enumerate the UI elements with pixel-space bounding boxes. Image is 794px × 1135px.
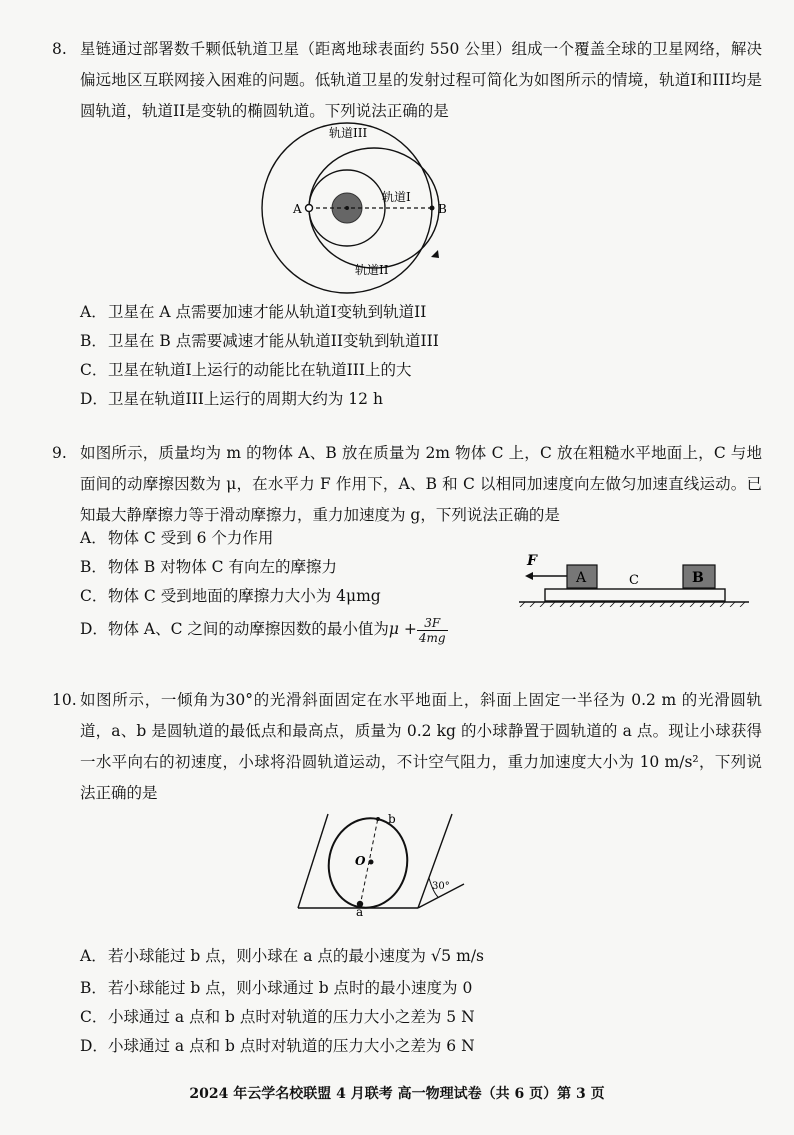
question-stem: 如图所示，质量均为 m 的物体 A、B 放在质量为 2m 物体 C 上，C 放在粗糙水平地面上，C 与地面间的动摩擦因数为 μ，在水平力 F 作用下，A、B 和 C 以相同加速度向左做匀加速直线运动。已知最大静摩擦力等于滑动摩擦力，重力加速度为 g，下列说法正确的是 <box>80 444 762 524</box>
circular-track <box>320 812 415 915</box>
point-a-label: a <box>356 905 364 919</box>
option-a[interactable]: A．物体 C 受到 6 个力作用 <box>80 529 274 547</box>
question-number: 10. <box>52 691 77 709</box>
block-a-label: A <box>576 570 587 586</box>
question-stem: 星链通过部署数千颗低轨道卫星（距离地球表面约 550 公里）组成一个覆盖全球的卫星网络，解决偏远地区互联网接入困难的问题。低轨道卫星的发射过程可简化为如图所示的情境，轨道I和III均是圆轨道，轨道II是变轨的椭圆轨道。下列说法正确的是 <box>80 40 762 120</box>
option-d[interactable]: D．小球通过 a 点和 b 点时对轨道的压力大小之差为 6 N <box>80 1037 475 1055</box>
angle-label: 30° <box>432 881 450 892</box>
option-d-fraction: $\frac{3F}{4mg}$ <box>418 615 446 645</box>
question-8-options <box>52 298 762 414</box>
option-b[interactable]: B．卫星在 B 点需要减速才能从轨道II变轨到轨道III <box>80 332 439 350</box>
option-a-value: √5 <box>430 946 452 965</box>
block-b-label: B <box>692 570 704 586</box>
point-b-marker <box>430 206 435 211</box>
option-c[interactable]: C．物体 C 受到地面的摩擦力大小为 4μmg <box>80 587 381 605</box>
option-b[interactable]: B．物体 B 对物体 C 有向左的摩擦力 <box>80 558 337 576</box>
center-point <box>369 860 374 865</box>
question-10-options <box>52 938 762 1061</box>
option-a-unit: m/s <box>456 947 484 965</box>
point-b-label: B <box>438 202 447 216</box>
orbit-diagram <box>255 120 465 295</box>
orbit-2-label: 轨道II <box>355 263 389 277</box>
option-a[interactable]: A．卫星在 A 点需要加速才能从轨道I变轨到轨道II <box>80 303 427 321</box>
option-d-prefix: μ + <box>388 620 417 638</box>
option-c[interactable]: C．小球通过 a 点和 b 点时对轨道的压力大小之差为 5 N <box>80 1008 475 1026</box>
point-a-marker <box>306 205 313 212</box>
center-label: O <box>355 854 366 868</box>
page-footer: 2024 年云学名校联盟 4 月联考 高一物理试卷（共 6 页）第 3 页 <box>189 1086 605 1102</box>
option-a[interactable]: A．若小球能过 b 点，则小球在 a 点的最小速度为 √5 m/s <box>80 946 484 965</box>
question-number: 8. <box>52 40 67 58</box>
orbit-3-label: 轨道III <box>329 126 368 140</box>
block-c-label: C <box>629 573 639 588</box>
question-8 <box>52 34 762 127</box>
question-10 <box>52 685 762 809</box>
point-b-marker <box>376 817 380 821</box>
question-9 <box>52 438 762 531</box>
block-c <box>545 589 725 601</box>
option-d[interactable]: D．卫星在轨道III上运行的周期大约为 12 h <box>80 390 383 408</box>
orbit-2-arrow <box>431 250 439 258</box>
point-b-label: b <box>388 812 396 826</box>
point-a-label: A <box>293 202 302 216</box>
orbit-1-label: 轨道Ⅰ <box>382 190 411 204</box>
incline-diagram <box>292 812 472 920</box>
question-number: 9. <box>52 444 67 462</box>
question-stem: 如图所示，一倾角为30°的光滑斜面固定在水平地面上，斜面上固定一半径为 0.2 m 的光滑圆轨道，a、b 是圆轨道的最低点和最高点，质量为 0.2 kg 的小球静置于圆轨道的 a 点。现让小球获得一水平向右的初速度，小球将沿圆轨道运动，不计空气阻力，重力加速度大小为 10 m/s²，下列说法正确的是 <box>80 691 762 802</box>
option-b[interactable]: B．若小球能过 b 点，则小球通过 b 点时的最小速度为 0 <box>80 979 473 997</box>
incline-left-edge <box>298 814 328 908</box>
option-c[interactable]: C．卫星在轨道I上运行的动能比在轨道III上的大 <box>80 361 412 379</box>
force-label: F <box>527 553 537 569</box>
option-d[interactable]: D．物体 A、C 之间的动摩擦因数的最小值为μ + $\frac{3F}{4mg}$ <box>80 615 446 645</box>
question-9-options <box>52 524 512 645</box>
blocks-diagram <box>517 552 752 607</box>
